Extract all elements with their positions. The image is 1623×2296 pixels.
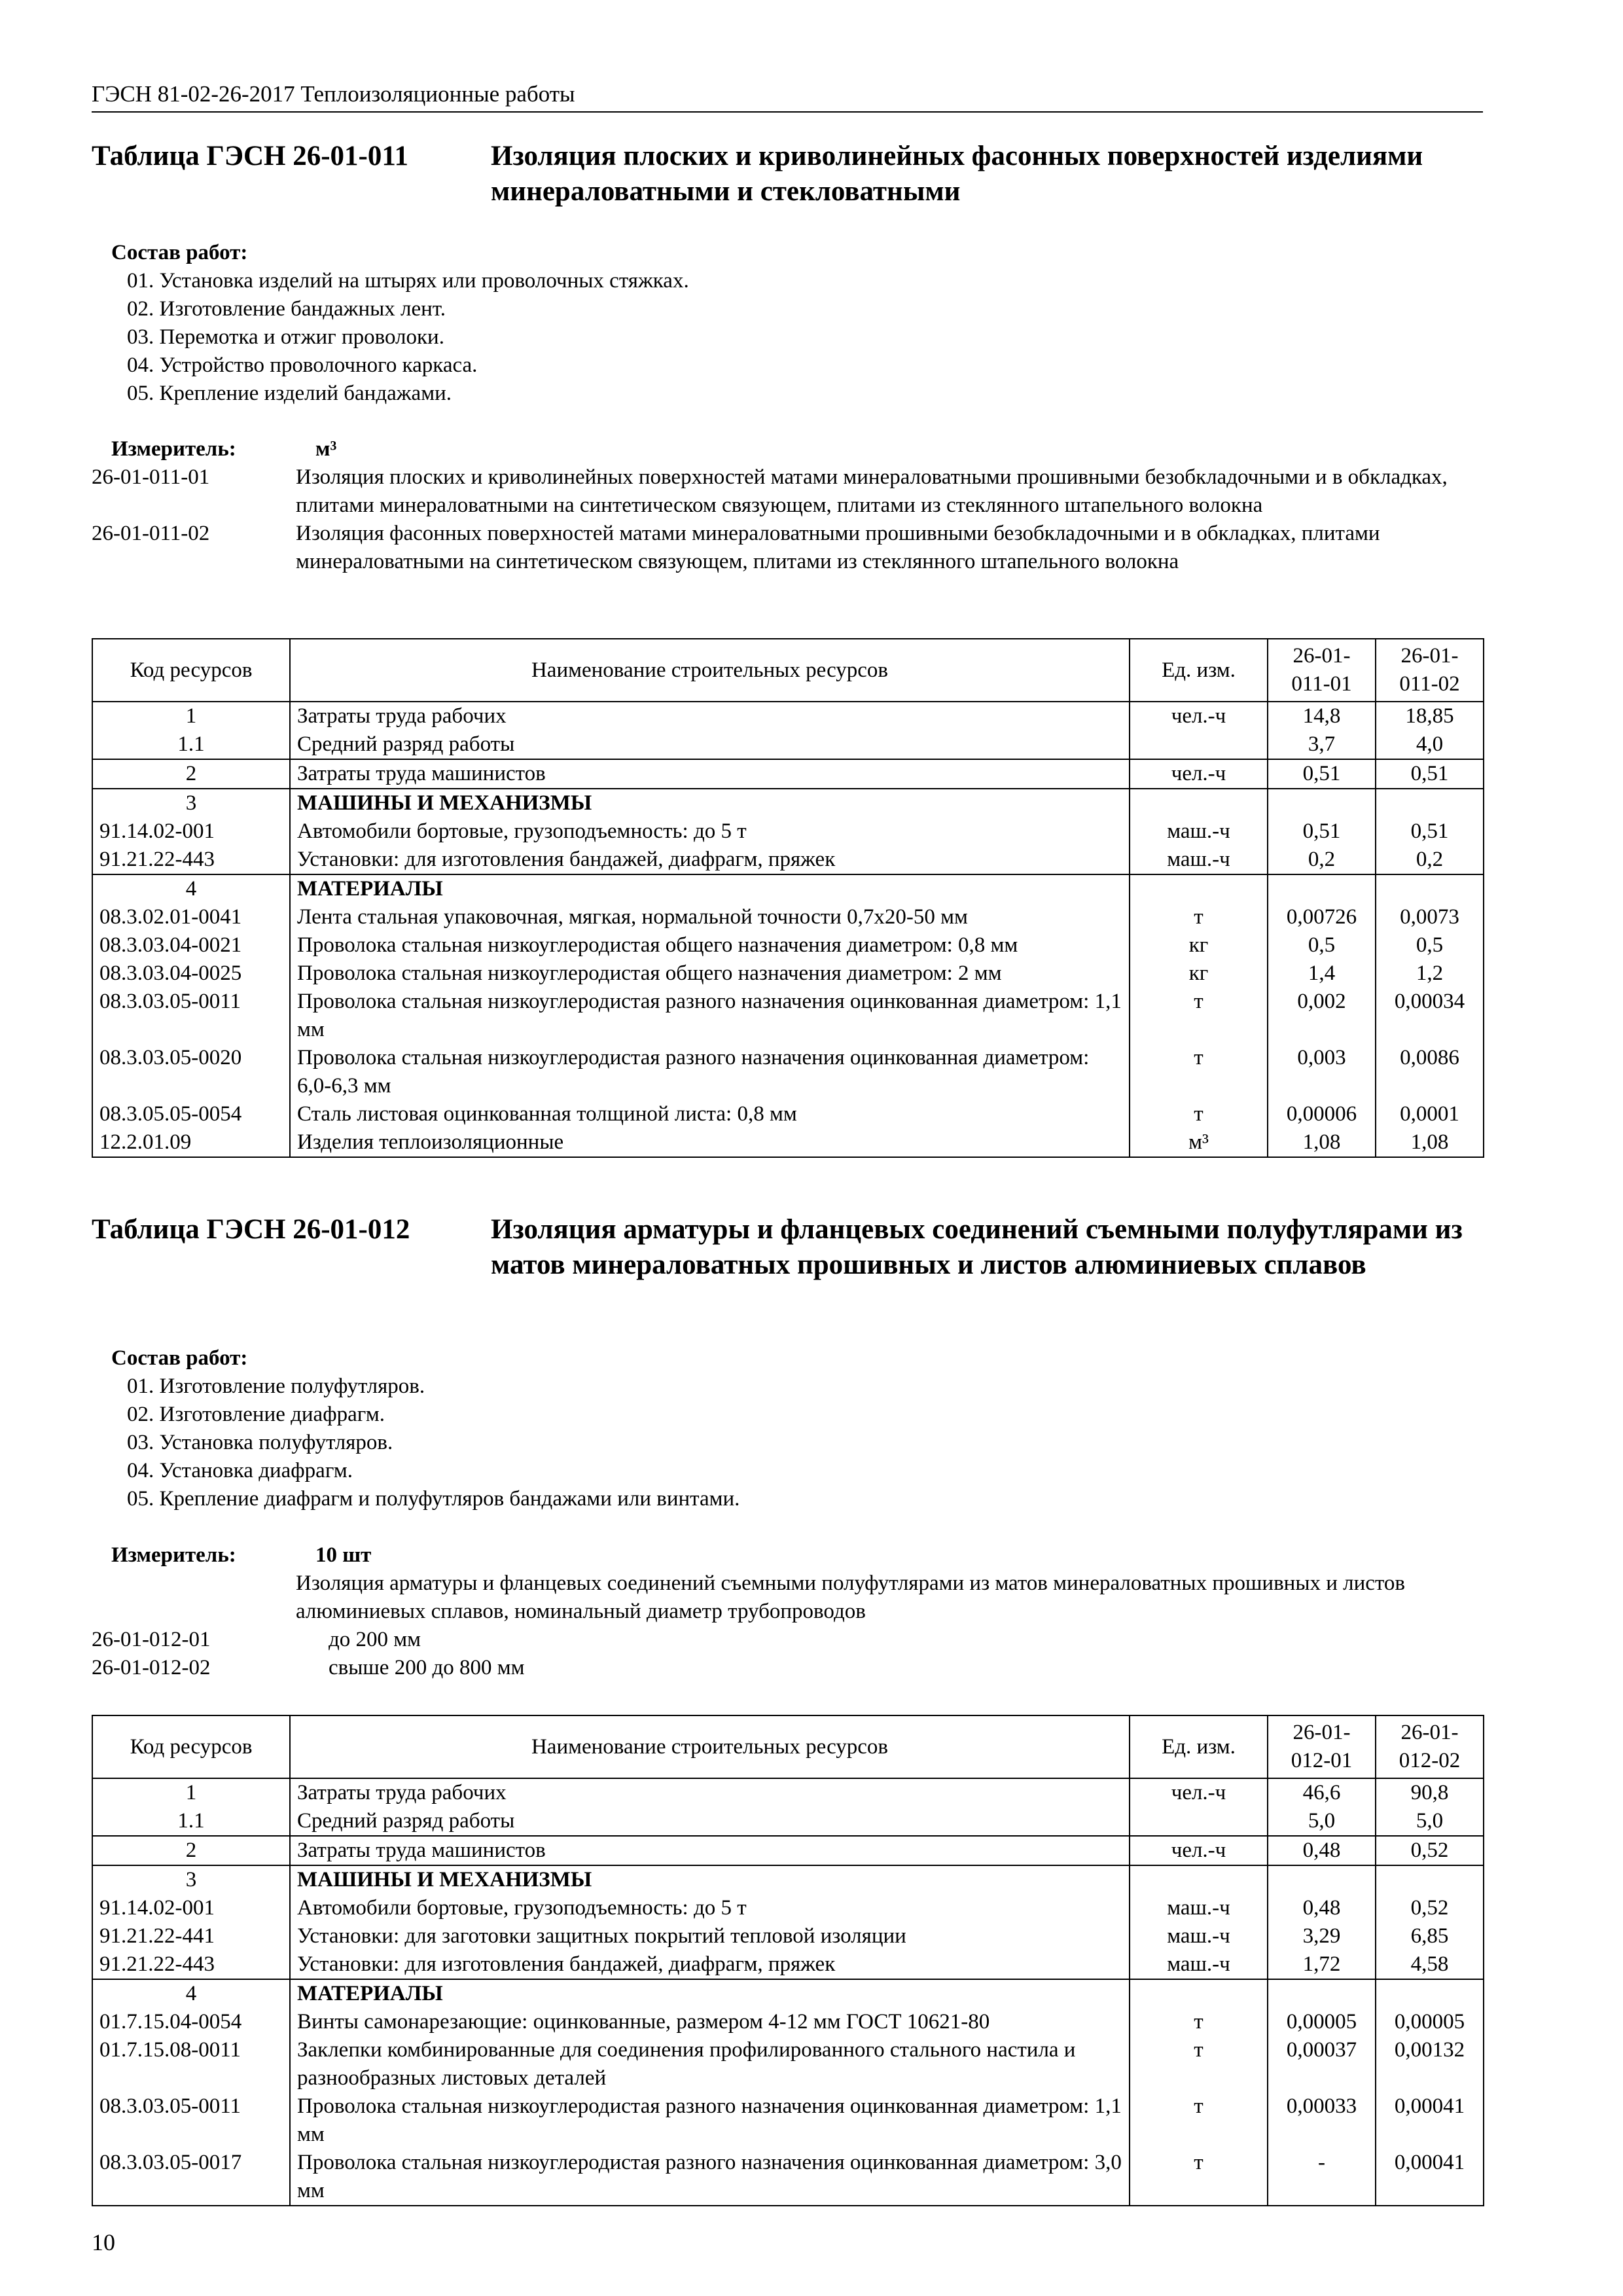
cell-value-2: 0,0073 (1376, 903, 1484, 931)
cell-value-2: 0,52 (1376, 1894, 1484, 1922)
cell-value-1: 0,00726 (1268, 903, 1376, 931)
cell-name: Средний разряд работы (290, 1807, 1130, 1836)
cell-code: 3 (92, 789, 290, 817)
cell-value-1: 0,51 (1268, 759, 1376, 789)
running-header: ГЭСН 81-02-26-2017 Теплоизоляционные работы (92, 80, 1483, 113)
variant-text: Изоляция фасонных поверхностей матами минераловатными прошивными безобкладочными и в обкладках, плитами минераловатными на синтетическом связующем, плитами из стеклянного штапельного волокна (296, 522, 1380, 573)
table-row (92, 874, 1484, 903)
cell-value-1 (1268, 1865, 1376, 1894)
cell-value-2: 4,0 (1376, 730, 1484, 759)
cell-code: 1.1 (92, 730, 290, 759)
cell-name: Затраты труда рабочих (290, 1778, 1130, 1807)
cell-code: 91.21.22-443 (92, 846, 290, 874)
cell-unit: маш.-ч (1130, 1950, 1268, 1979)
cell-value-2: 6,85 (1376, 1922, 1484, 1950)
meter-block (92, 435, 1483, 576)
variant-text: Изоляция плоских и криволинейных поверхностей матами минераловатными прошивными безобкладочными и в обкладках, плитами минераловатными на синтетическом связующем, плитами из стеклянного штапельного волокна (296, 465, 1448, 517)
cell-name: Проволока стальная низкоуглеродистая разного назначения оцинкованная диаметром: 3,0 мм (290, 2149, 1130, 2206)
table-row (92, 1836, 1484, 1865)
cell-unit: т (1130, 2008, 1268, 2036)
cell-value-2: 0,0086 (1376, 1044, 1484, 1100)
cell-value-2 (1376, 874, 1484, 903)
cell-code: 08.3.03.05-0020 (92, 1044, 290, 1100)
cell-value-1: 0,00005 (1268, 2008, 1376, 2036)
cell-value-1: 0,48 (1268, 1894, 1376, 1922)
cell-code: 08.3.03.05-0017 (92, 2149, 290, 2206)
cell-code: 91.14.02-001 (92, 1894, 290, 1922)
col-header-code: Код ресурсов (92, 1715, 290, 1778)
works-heading: Состав работ: (111, 241, 248, 264)
cell-value-2: 1,08 (1376, 1128, 1484, 1157)
table-code: Таблица ГЭСН 26-01-012 (92, 1214, 410, 1245)
variant-text: до 200 мм (329, 1628, 421, 1651)
table-header-row (92, 1715, 1484, 1778)
cell-unit: маш.-ч (1130, 817, 1268, 846)
work-item: 03. Перемотка и отжиг проволоки. (127, 325, 444, 349)
work-item: 02. Изготовление диафрагм. (127, 1403, 385, 1426)
cell-code: 08.3.05.05-0054 (92, 1100, 290, 1128)
works-list (111, 1344, 740, 1513)
cell-name: Затраты труда машинистов (290, 1836, 1130, 1865)
cell-code: 08.3.03.05-0011 (92, 988, 290, 1044)
cell-name: Затраты труда машинистов (290, 759, 1130, 789)
cell-name: Изделия теплоизоляционные (290, 1128, 1130, 1157)
col-header-unit: Ед. изм. (1130, 639, 1268, 702)
cell-code: 1 (92, 702, 290, 730)
cell-code: 01.7.15.08-0011 (92, 2036, 290, 2092)
cell-unit: чел.-ч (1130, 1778, 1268, 1807)
cell-name: Автомобили бортовые, грузоподъемность: до 5 т (290, 817, 1130, 846)
col-header-code: Код ресурсов (92, 639, 290, 702)
col-header-unit: Ед. изм. (1130, 1715, 1268, 1778)
cell-value-1: 0,00006 (1268, 1100, 1376, 1128)
cell-code: 4 (92, 1979, 290, 2008)
meter-note-row (92, 1570, 1483, 1626)
cell-unit (1130, 1807, 1268, 1836)
cell-name: Проволока стальная низкоуглеродистая общего назначения диаметром: 0,8 мм (290, 931, 1130, 960)
cell-name: Проволока стальная низкоуглеродистая разного назначения оцинкованная диаметром: 6,0-6,3 мм (290, 1044, 1130, 1100)
resource-table (92, 1715, 1484, 2206)
cell-code: 08.3.03.04-0025 (92, 960, 290, 988)
cell-value-1: 46,6 (1268, 1778, 1376, 1807)
cell-value-1: 0,48 (1268, 1836, 1376, 1865)
works-heading: Состав работ: (111, 1346, 248, 1370)
cell-unit: т (1130, 903, 1268, 931)
cell-value-2: 1,2 (1376, 960, 1484, 988)
col-header-variant-2: 26-01-012-02 (1376, 1715, 1484, 1778)
cell-value-1 (1268, 1979, 1376, 2008)
table-title (92, 139, 1483, 209)
cell-value-2: 0,00132 (1376, 2036, 1484, 2092)
cell-value-1: 3,29 (1268, 1922, 1376, 1950)
variant-row (92, 1654, 1483, 1682)
meter-label: Измеритель: (111, 1543, 236, 1567)
cell-value-2: 0,00005 (1376, 2008, 1484, 2036)
cell-unit: маш.-ч (1130, 846, 1268, 874)
table-row (92, 903, 1484, 931)
cell-name: Установки: для заготовки защитных покрытий тепловой изоляции (290, 1922, 1130, 1950)
meter-unit: 10 шт (315, 1543, 372, 1567)
work-item: 04. Установка диафрагм. (127, 1459, 353, 1482)
cell-value-2: 0,52 (1376, 1836, 1484, 1865)
cell-name: МАТЕРИАЛЫ (290, 1979, 1130, 2008)
table-name: Изоляция плоских и криволинейных фасонных поверхностей изделиями минераловатными и стекловатными (491, 141, 1423, 207)
cell-name: Проволока стальная низкоуглеродистая общего назначения диаметром: 2 мм (290, 960, 1130, 988)
cell-value-2: 0,00041 (1376, 2149, 1484, 2206)
cell-value-2: 0,5 (1376, 931, 1484, 960)
table-row (92, 1044, 1484, 1100)
cell-unit: маш.-ч (1130, 1922, 1268, 1950)
col-header-variant-2: 26-01-011-02 (1376, 639, 1484, 702)
cell-unit: чел.-ч (1130, 702, 1268, 730)
table-row (92, 1778, 1484, 1807)
cell-value-1: 0,00033 (1268, 2092, 1376, 2149)
cell-unit (1130, 789, 1268, 817)
cell-value-1: 0,003 (1268, 1044, 1376, 1100)
table-row (92, 2036, 1484, 2092)
table-row (92, 2149, 1484, 2206)
table-row (92, 960, 1484, 988)
cell-value-1: 1,4 (1268, 960, 1376, 988)
cell-value-1: 0,2 (1268, 846, 1376, 874)
cell-name: Средний разряд работы (290, 730, 1130, 759)
cell-value-2: 0,51 (1376, 817, 1484, 846)
cell-value-2: 0,00041 (1376, 2092, 1484, 2149)
table-row (92, 817, 1484, 846)
table-row (92, 1922, 1484, 1950)
cell-value-1: 0,5 (1268, 931, 1376, 960)
work-item: 05. Крепление изделий бандажами. (127, 382, 452, 405)
cell-unit: маш.-ч (1130, 1894, 1268, 1922)
cell-unit: т (1130, 1044, 1268, 1100)
table-row (92, 1894, 1484, 1922)
variant-code: 26-01-012-01 (92, 1628, 211, 1651)
table-title (92, 1212, 1483, 1283)
cell-code: 12.2.01.09 (92, 1128, 290, 1157)
cell-unit: т (1130, 2149, 1268, 2206)
cell-value-2: 0,2 (1376, 846, 1484, 874)
cell-value-1: 0,00037 (1268, 2036, 1376, 2092)
cell-value-2: 4,58 (1376, 1950, 1484, 1979)
cell-unit (1130, 730, 1268, 759)
col-header-name: Наименование строительных ресурсов (290, 639, 1130, 702)
cell-value-1: 5,0 (1268, 1807, 1376, 1836)
cell-name: Проволока стальная низкоуглеродистая разного назначения оцинкованная диаметром: 1,1 мм (290, 2092, 1130, 2149)
cell-value-2: 90,8 (1376, 1778, 1484, 1807)
page-number: 10 (92, 2229, 115, 2255)
cell-name: Затраты труда рабочих (290, 702, 1130, 730)
meter-label: Измеритель: (111, 437, 236, 461)
cell-code: 2 (92, 759, 290, 789)
cell-unit: чел.-ч (1130, 1836, 1268, 1865)
work-item: 01. Изготовление полуфутляров. (127, 1374, 425, 1398)
cell-value-2 (1376, 789, 1484, 817)
cell-code: 91.21.22-441 (92, 1922, 290, 1950)
cell-code: 91.21.22-443 (92, 1950, 290, 1979)
cell-unit: кг (1130, 960, 1268, 988)
work-item: 01. Установка изделий на штырях или проволочных стяжках. (127, 269, 689, 293)
cell-code: 91.14.02-001 (92, 817, 290, 846)
meter-row (92, 1541, 1483, 1570)
cell-value-2: 18,85 (1376, 702, 1484, 730)
meter-block (92, 1541, 1483, 1682)
cell-value-2: 0,0001 (1376, 1100, 1484, 1128)
variant-row (92, 520, 1483, 576)
variant-text: свыше 200 до 800 мм (329, 1656, 525, 1679)
resource-table (92, 638, 1484, 1158)
cell-value-2: 5,0 (1376, 1807, 1484, 1836)
cell-value-1: 0,51 (1268, 817, 1376, 846)
work-item: 04. Устройство проволочного каркаса. (127, 353, 478, 377)
cell-unit: кг (1130, 931, 1268, 960)
table-row (92, 702, 1484, 730)
table-row (92, 988, 1484, 1044)
cell-name: Автомобили бортовые, грузоподъемность: до 5 т (290, 1894, 1130, 1922)
cell-value-1: - (1268, 2149, 1376, 2206)
cell-value-1 (1268, 789, 1376, 817)
cell-value-1: 1,72 (1268, 1950, 1376, 1979)
works-list (111, 239, 689, 408)
cell-name: Установки: для изготовления бандажей, диафрагм, пряжек (290, 1950, 1130, 1979)
cell-value-1 (1268, 874, 1376, 903)
meter-unit: м³ (315, 437, 337, 461)
cell-name: Сталь листовая оцинкованная толщиной листа: 0,8 мм (290, 1100, 1130, 1128)
table-row (92, 1950, 1484, 1979)
cell-code: 01.7.15.04-0054 (92, 2008, 290, 2036)
table-name: Изоляция арматуры и фланцевых соединений съемными полуфутлярами из матов минераловатных прошивных и листов алюминиевых сплавов (491, 1214, 1463, 1280)
table-row (92, 1865, 1484, 1894)
cell-value-1: 14,8 (1268, 702, 1376, 730)
table-row (92, 931, 1484, 960)
cell-name: МАШИНЫ И МЕХАНИЗМЫ (290, 1865, 1130, 1894)
variant-code: 26-01-011-01 (92, 465, 210, 489)
table-row (92, 846, 1484, 874)
cell-value-2 (1376, 1865, 1484, 1894)
table-row (92, 730, 1484, 759)
cell-code: 2 (92, 1836, 290, 1865)
cell-value-2: 0,00034 (1376, 988, 1484, 1044)
cell-name: Лента стальная упаковочная, мягкая, нормальной точности 0,7х20-50 мм (290, 903, 1130, 931)
col-header-variant-1: 26-01-012-01 (1268, 1715, 1376, 1778)
cell-code: 1.1 (92, 1807, 290, 1836)
cell-value-1: 1,08 (1268, 1128, 1376, 1157)
table-row (92, 759, 1484, 789)
table-row (92, 2008, 1484, 2036)
cell-unit: м³ (1130, 1128, 1268, 1157)
work-item: 03. Установка полуфутляров. (127, 1431, 393, 1454)
table-header-row (92, 639, 1484, 702)
cell-value-2: 0,51 (1376, 759, 1484, 789)
work-item: 05. Крепление диафрагм и полуфутляров бандажами или винтами. (127, 1487, 740, 1511)
cell-code: 3 (92, 1865, 290, 1894)
cell-name: Винты самонарезающие: оцинкованные, размером 4-12 мм ГОСТ 10621-80 (290, 2008, 1130, 2036)
cell-name: Проволока стальная низкоуглеродистая разного назначения оцинкованная диаметром: 1,1 мм (290, 988, 1130, 1044)
cell-unit: чел.-ч (1130, 759, 1268, 789)
variant-code: 26-01-011-02 (92, 522, 210, 545)
col-header-variant-1: 26-01-011-01 (1268, 639, 1376, 702)
cell-value-2 (1376, 1979, 1484, 2008)
table-row (92, 1979, 1484, 2008)
cell-unit: т (1130, 988, 1268, 1044)
table-row (92, 789, 1484, 817)
cell-unit: т (1130, 1100, 1268, 1128)
table-row (92, 1128, 1484, 1157)
cell-code: 08.3.02.01-0041 (92, 903, 290, 931)
cell-name: Заклепки комбинированные для соединения профилированного стального настила и разнообразных листовых деталей (290, 2036, 1130, 2092)
work-item: 02. Изготовление бандажных лент. (127, 297, 446, 321)
cell-name: МАТЕРИАЛЫ (290, 874, 1130, 903)
variant-row (92, 1626, 1483, 1654)
cell-value-1: 0,002 (1268, 988, 1376, 1044)
variant-code: 26-01-012-02 (92, 1656, 211, 1679)
cell-name: МАШИНЫ И МЕХАНИЗМЫ (290, 789, 1130, 817)
cell-code: 08.3.03.05-0011 (92, 2092, 290, 2149)
table-row (92, 1100, 1484, 1128)
cell-unit (1130, 874, 1268, 903)
meter-note: Изоляция арматуры и фланцевых соединений съемными полуфутлярами из матов минераловатных прошивных и листов алюминиевых сплавов, номинальный диаметр трубопроводов (296, 1571, 1405, 1623)
variant-row (92, 463, 1483, 520)
table-row (92, 1807, 1484, 1836)
table-code: Таблица ГЭСН 26-01-011 (92, 141, 409, 171)
cell-unit (1130, 1979, 1268, 2008)
cell-unit: т (1130, 2092, 1268, 2149)
cell-unit: т (1130, 2036, 1268, 2092)
table-row (92, 2092, 1484, 2149)
col-header-name: Наименование строительных ресурсов (290, 1715, 1130, 1778)
cell-code: 4 (92, 874, 290, 903)
cell-value-1: 3,7 (1268, 730, 1376, 759)
meter-row (92, 435, 1483, 463)
cell-code: 08.3.03.04-0021 (92, 931, 290, 960)
cell-name: Установки: для изготовления бандажей, диафрагм, пряжек (290, 846, 1130, 874)
cell-unit (1130, 1865, 1268, 1894)
cell-code: 1 (92, 1778, 290, 1807)
